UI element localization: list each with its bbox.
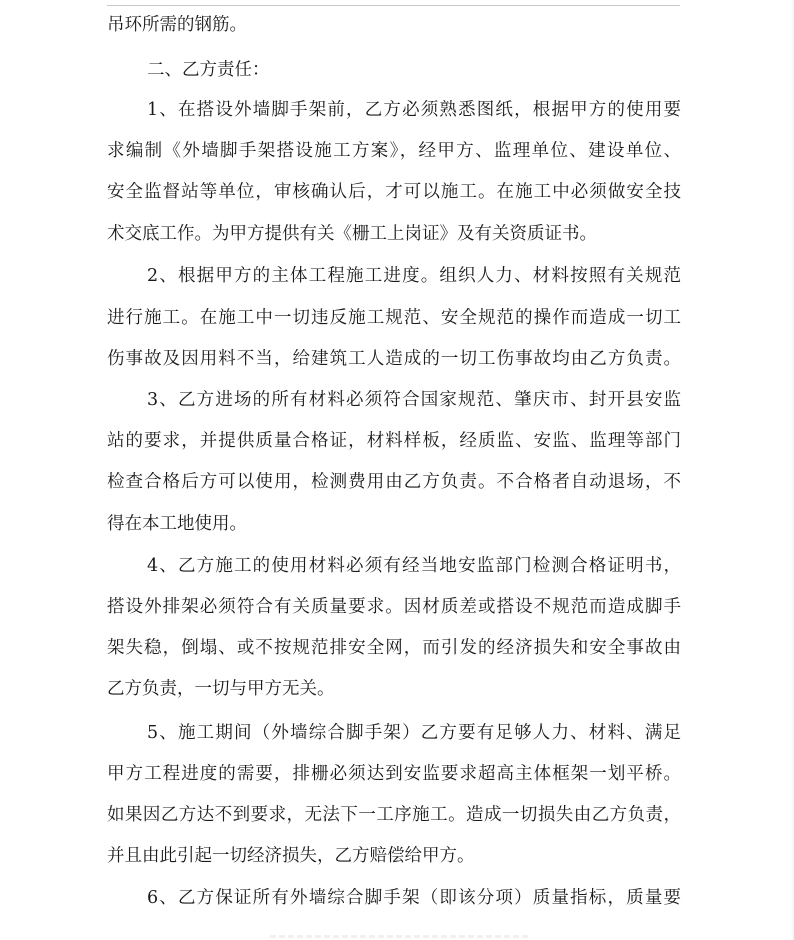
text-line: 站的要求，并提供质量合格证，材料样板，经质监、安监、监理等部门 (107, 431, 681, 451)
text-line: 甲方工程进度的需要，排栅必须达到安监要求超高主体框架一划平桥。 (107, 764, 681, 784)
text-line: 如果因乙方达不到要求，无法下一工序施工。造成一切损失由乙方负责， (107, 805, 681, 825)
text-line: 吊环所需的钢筋。 (107, 15, 247, 35)
text-line: 搭设外排架必须符合有关质量要求。因材质差或搭设不规范而造成脚手 (107, 597, 681, 617)
text-line: 乙方负责，一切与甲方无关。 (107, 679, 335, 699)
text-line: 5、施工期间（外墙综合脚手架）乙方要有足够人力、材料、满足 (147, 723, 681, 743)
next-line-cutoff (270, 935, 530, 938)
text-line: 3、乙方进场的所有材料必须符合国家规范、肇庆市、封开县安监 (147, 390, 681, 410)
text-line: 伤事故及因用料不当，给建筑工人造成的一切工伤事故均由乙方负责。 (107, 349, 681, 369)
text-line: 求编制《外墙脚手架搭设施工方案》，经甲方、监理单位、建设单位、 (107, 141, 681, 161)
text-line: 得在本工地使用。 (107, 514, 247, 534)
text-line: 架失稳，倒塌、或不按规范排安全网，而引发的经济损失和安全事故由 (107, 638, 681, 658)
text-line: 术交底工作。为甲方提供有关《栅工上岗证》及有关资质证书。 (107, 224, 597, 244)
text-line: 检查合格后方可以使用，检测费用由乙方负责。不合格者自动退场，不 (107, 472, 681, 492)
text-line: 4、乙方施工的使用材料必须有经当地安监部门检测合格证明书， (147, 556, 681, 576)
section-heading: 二、乙方责任： (147, 60, 270, 80)
text-line: 6、乙方保证所有外墙综合脚手架（即该分项）质量指标，质量要 (147, 888, 681, 908)
text-line: 进行施工。在施工中一切违反施工规范、安全规范的操作而造成一切工 (107, 308, 681, 328)
text-line: 2、根据甲方的主体工程施工进度。组织人力、材料按照有关规范 (147, 266, 681, 286)
text-line: 并且由此引起一切经济损失，乙方赔偿给甲方。 (107, 846, 475, 866)
text-line: 1、在搭设外墙脚手架前，乙方必须熟悉图纸，根据甲方的使用要 (147, 100, 681, 120)
text-line: 安全监督站等单位，审核确认后，才可以施工。在施工中必须做安全技 (107, 182, 681, 202)
